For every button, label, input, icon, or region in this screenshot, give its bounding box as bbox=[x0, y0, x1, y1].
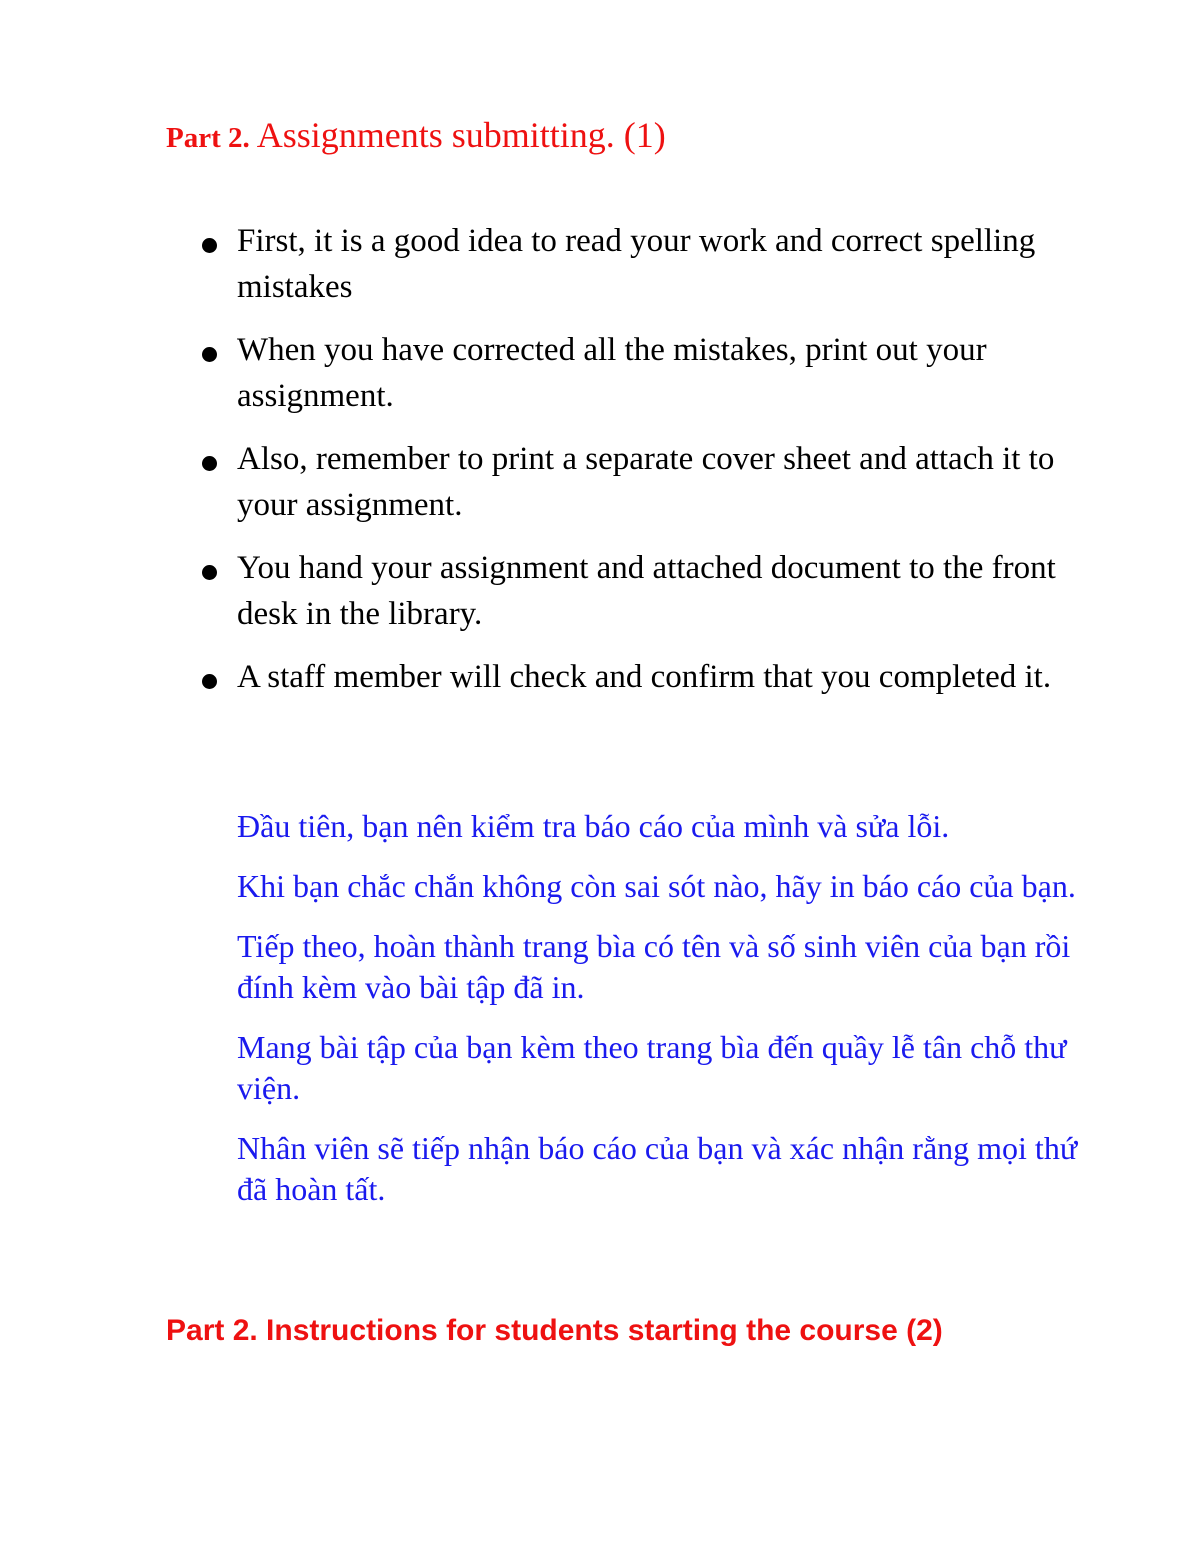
bullet-icon bbox=[202, 238, 217, 253]
translation-paragraph: Mang bài tập của bạn kèm theo trang bìa đến quầy lễ tân chỗ thư viện. bbox=[237, 1029, 1067, 1106]
bullet-icon bbox=[202, 674, 217, 689]
bullet-icon bbox=[202, 565, 217, 580]
bullet-icon bbox=[202, 456, 217, 471]
list-item bbox=[200, 327, 1100, 419]
list-item-text: A staff member will check and confirm that you completed it. bbox=[237, 659, 1052, 695]
list-item-text: You hand your assignment and attached document to the front desk in the library. bbox=[237, 550, 1056, 632]
list-item bbox=[200, 654, 1100, 700]
list-item-text: When you have corrected all the mistakes, print out your assignment. bbox=[237, 332, 987, 414]
list-item bbox=[200, 545, 1100, 637]
list-item bbox=[200, 218, 1100, 310]
translation-paragraph: Đầu tiên, bạn nên kiểm tra báo cáo của mình và sửa lỗi. bbox=[237, 808, 950, 844]
section-heading-instructions: Part 2. Instructions for students starting the course (2) bbox=[166, 1314, 943, 1347]
list-item bbox=[200, 436, 1100, 528]
translation-paragraph: Khi bạn chắc chắn không còn sai sót nào, hãy in báo cáo của bạn. bbox=[237, 868, 1076, 904]
list-item-text: Also, remember to print a separate cover sheet and attach it to your assignment. bbox=[237, 441, 1055, 523]
section-heading-assignments bbox=[166, 108, 666, 165]
heading-prefix: Part 2. bbox=[166, 122, 250, 154]
translation-paragraph: Nhân viên sẽ tiếp nhận báo cáo của bạn và xác nhận rằng mọi thứ đã hoàn tất. bbox=[237, 1130, 1078, 1207]
heading-title: Assignments submitting. (1) bbox=[249, 115, 666, 155]
bullet-icon bbox=[202, 347, 217, 362]
vietnamese-translation-block bbox=[237, 806, 1097, 1229]
translation-paragraph: Tiếp theo, hoàn thành trang bìa có tên và số sinh viên của bạn rồi đính kèm vào bài tập đã in. bbox=[237, 928, 1071, 1005]
instruction-list bbox=[200, 218, 1100, 717]
list-item-text: First, it is a good idea to read your work and correct spelling mistakes bbox=[237, 223, 1036, 305]
